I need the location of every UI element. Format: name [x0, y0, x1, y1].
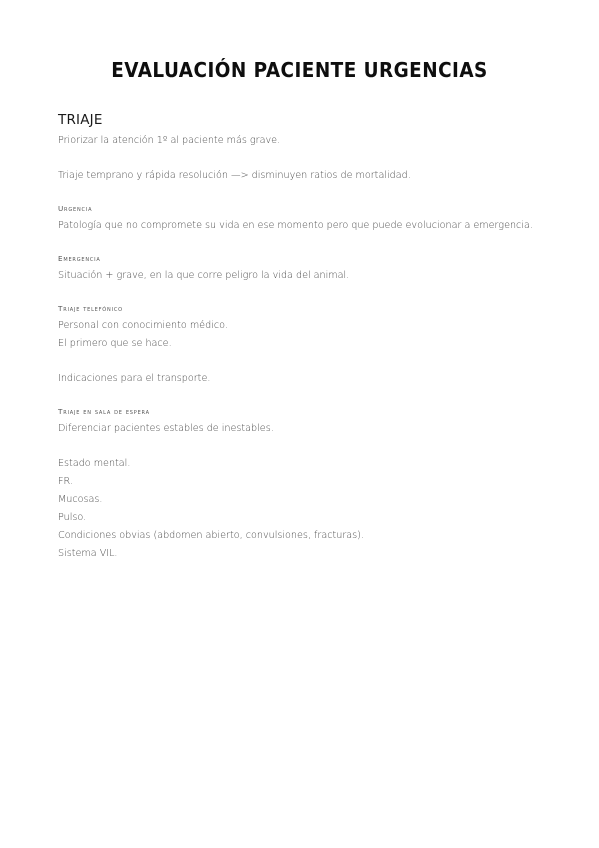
document-title: EVALUACIÓN PACIENTE URGENCIAS [111, 58, 488, 82]
intro-line-1: Priorizar la atención 1º al paciente más grave. [58, 135, 281, 146]
section-title-triaje: TRIAJE [58, 112, 103, 128]
document-body [58, 112, 542, 563]
sala-items-list [58, 455, 542, 563]
subheading-triaje-sala: Triaje en sala de espera [58, 407, 150, 416]
intro-line-2: Triaje temprano y rápida resolución —> disminuyen ratios de mortalidad. [58, 170, 411, 181]
list-item: Mucosas. [58, 494, 103, 505]
urgencia-text: Patología que no compromete su vida en ese momento pero que puede evolucionar a emergencia. [58, 220, 533, 231]
list-item: Condiciones obvias (abdomen abierto, convulsiones, fracturas). [58, 530, 364, 541]
telefonico-line-3: Indicaciones para el transporte. [58, 373, 211, 384]
list-item: Estado mental. [58, 458, 131, 469]
telefonico-line-1: Personal con conocimiento médico. [58, 320, 228, 331]
subheading-emergencia: Emergencia [58, 254, 101, 263]
subheading-urgencia: Urgencia [58, 204, 93, 213]
telefonico-line-2: El primero que se hace. [58, 338, 172, 349]
list-item: Sistema VIL. [58, 548, 118, 559]
list-item: Pulso. [58, 512, 87, 523]
list-item: FR. [58, 476, 73, 487]
emergencia-text: Situación + grave, en la que corre peligro la vida del animal. [58, 270, 350, 281]
sala-intro: Diferenciar pacientes estables de inestables. [58, 423, 274, 434]
subheading-triaje-telefonico: Triaje telefónico [58, 304, 123, 313]
